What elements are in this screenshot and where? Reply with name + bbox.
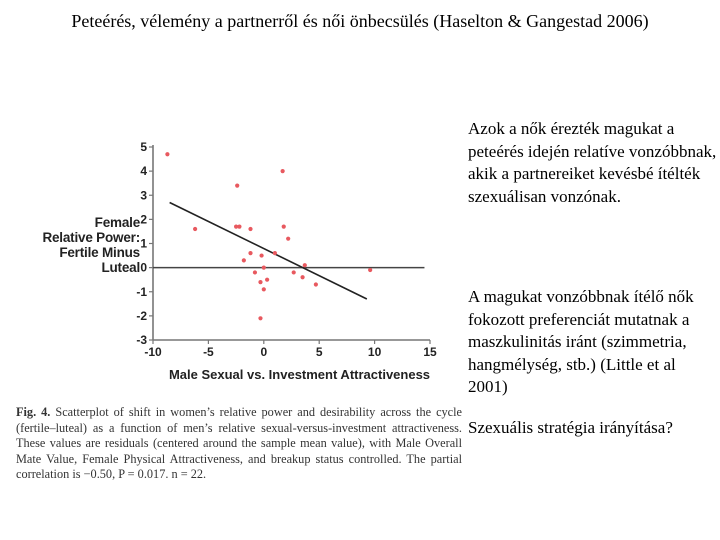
data-point <box>262 266 266 270</box>
chart-y-axis-label <box>22 215 140 275</box>
y-tick-label: 1 <box>140 236 147 251</box>
x-tick-label: 0 <box>260 345 268 359</box>
y-tick-label: 0 <box>140 260 147 275</box>
figure-caption <box>16 405 462 483</box>
data-point <box>258 280 262 284</box>
regression-line <box>170 202 367 298</box>
data-point <box>286 237 290 241</box>
side-paragraph-3: Szexuális stratégia irányítása? <box>468 418 673 437</box>
data-point <box>262 287 266 291</box>
y-tick-label: 2 <box>140 212 147 227</box>
data-point <box>273 251 277 255</box>
y-label-line: Relative Power: <box>42 230 140 245</box>
data-point <box>237 225 241 229</box>
data-point <box>265 278 269 282</box>
y-tick-label: -3 <box>136 333 147 347</box>
data-point <box>281 169 285 173</box>
x-tick-label: 10 <box>367 345 382 359</box>
x-tick-label: -10 <box>144 345 162 359</box>
data-point <box>282 225 286 229</box>
x-tick-label: -5 <box>203 345 214 359</box>
x-tick-label: 15 <box>423 345 437 359</box>
data-point <box>165 152 169 156</box>
y-tick-label: 4 <box>140 164 147 179</box>
data-point <box>292 270 296 274</box>
y-tick-label: -2 <box>136 308 147 323</box>
scatter-chart <box>135 135 455 395</box>
y-tick-label: 5 <box>140 140 147 154</box>
data-point <box>368 268 372 272</box>
y-tick-label: 3 <box>140 188 147 203</box>
data-point <box>300 275 304 279</box>
data-point <box>253 270 257 274</box>
data-point <box>248 227 252 231</box>
data-point <box>259 253 263 257</box>
data-point <box>242 258 246 262</box>
side-paragraph-1: Azok a nők érezték magukat a peteérés idején relatíve vonzóbbnak, akik a partnereiket kevésbé ítélték szexuálisan vonzónak. <box>468 119 717 206</box>
x-axis-label: Male Sexual vs. Investment Attractiveness <box>168 367 431 382</box>
x-tick-label: 5 <box>315 345 323 359</box>
caption-label: Fig. 4. <box>16 405 51 419</box>
data-point <box>258 316 262 320</box>
side-paragraph-2: A magukat vonzóbbnak ítélő nők fokozott preferenciát mutatnak a maszkulinitás iránt (szimmetria, hangmélység, stb.) (Little et al 2001) <box>468 287 694 397</box>
data-point <box>193 227 197 231</box>
data-point <box>235 184 239 188</box>
data-point <box>303 263 307 267</box>
y-label-line: Fertile Minus <box>59 245 140 260</box>
caption-text: Scatterplot of shift in women’s relative power and desirability across the cycle (fertile–luteal) as a function of men’s relative sexual-versus-investment attractiveness. These values are residuals (centered around the sample mean value), with Male Overall Mate Value, Female Physical Attractiveness, and breakup status controlled. The partial correlation is −0.50, P = 0.017. n = 22. <box>16 405 463 482</box>
data-point <box>248 251 252 255</box>
y-label-line: Female <box>94 215 140 230</box>
y-tick-label: -1 <box>136 284 147 299</box>
slide-title: Peteérés, vélemény a partnerről és női önbecsülés (Haselton & Gangestad 2006) <box>71 11 649 31</box>
y-label-line: Luteal <box>101 260 140 275</box>
data-point <box>314 282 318 286</box>
